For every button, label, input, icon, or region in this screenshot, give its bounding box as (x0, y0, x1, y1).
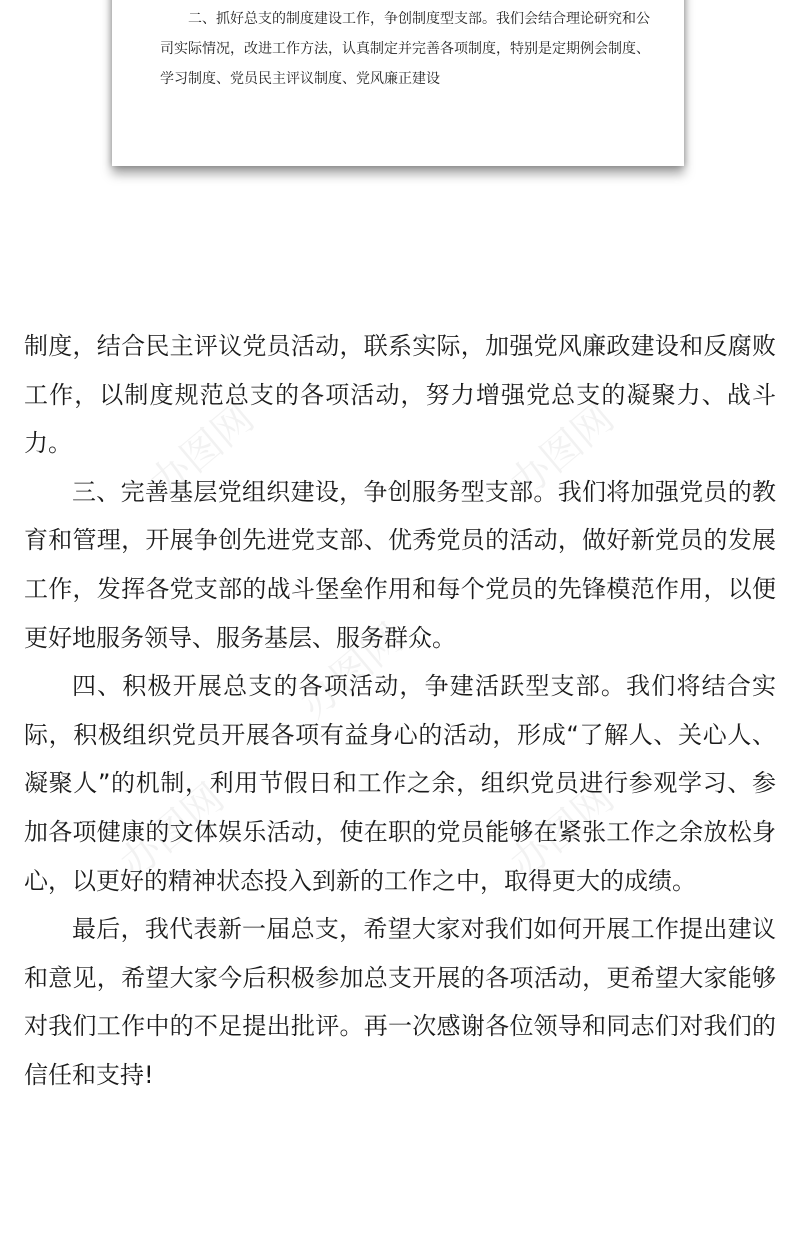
watermark-5: 办图网 (501, 774, 623, 888)
watermark-1: 办图网 (141, 394, 263, 508)
document-preview-card (112, 0, 684, 166)
paragraph-continuation: 制度，结合民主评议党员活动，联系实际，加强党风廉政建设和反腐败工作，以制度规范总支的各项活动，努力增强党总支的凝聚力、战斗力。 (24, 332, 776, 458)
preview-paragraph: 二、抓好总支的制度建设工作，争创制度型支部。我们会结合理论研究和公司实际情况，改进工作方法，认真制定并完善各项制度，特别是定期例会制度、学习制度、党员民主评议制度、党风廉正建设 (160, 11, 650, 87)
paragraph-section-four: 四、积极开展总支的各项活动，争建活跃型支部。我们将结合实际，积极组织党员开展各项有益身心的活动，形成“了解人、关心人、凝聚人”的机制，利用节假日和工作之余，组织党员进行参观学习、参加各项健康的文体娱乐活动，使在职的党员能够在紧张工作之余放松身心，以更好的精神状态投入到新的工作之中，取得更大的成绩。 (24, 672, 776, 895)
preview-text-block (160, 4, 650, 94)
paragraph-closing: 最后，我代表新一届总支，希望大家对我们如何开展工作提出建议和意见，希望大家今后积极参加总支开展的各项活动，更希望大家能够对我们工作中的不足提出批评。再一次感谢各位领导和同志们对我们的信任和支持! (24, 915, 776, 1089)
document-body (24, 322, 776, 1100)
paragraph-section-three: 三、完善基层党组织建设，争创服务型支部。我们将加强党员的教育和管理，开展争创先进党支部、优秀党员的活动，做好新党员的发展工作，发挥各党支部的战斗堡垒作用和每个党员的先锋模范作用，以便更好地服务领导、服务基层、服务群众。 (24, 477, 776, 652)
watermark-4: 办图网 (111, 774, 233, 888)
watermark-2: 办图网 (501, 394, 623, 508)
watermark-3: 办图网 (291, 614, 413, 728)
